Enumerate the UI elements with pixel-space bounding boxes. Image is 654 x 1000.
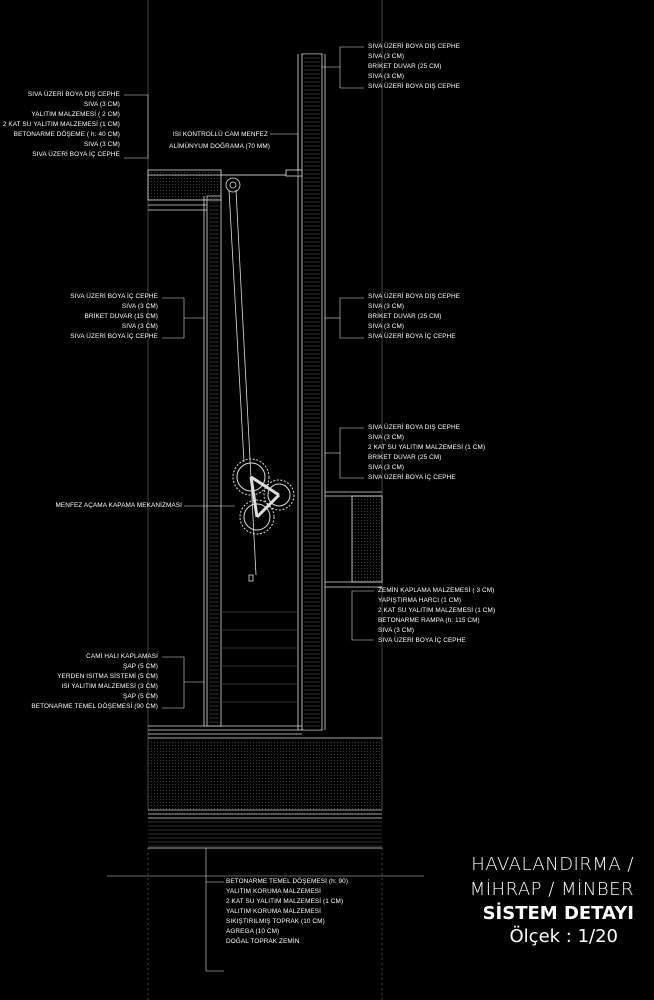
title-line-1: HAVALANDIRMA / xyxy=(471,854,634,875)
label-text: ALİMÜNYUM DOĞRAMA (70 MM) xyxy=(169,143,270,150)
label-text: 2 KAT SU YALITIM MALZEMESİ (1 CM) xyxy=(378,607,496,614)
label-text: SIVA ÜZERİ BOYA İÇ CEPHE xyxy=(70,293,158,300)
label-text: SIVA ÜZERİ BOYA İÇ CEPHE xyxy=(70,333,158,340)
label-text: SIVA (3 CM) xyxy=(83,101,120,108)
label-text: SIVA ÜZERİ BOYA İÇ CEPHE xyxy=(378,637,466,644)
label-text: BETONARME RAMPA (h: 115 CM) xyxy=(378,617,480,624)
label-text: YERDEN ISITMA SİSTEMİ (5 CM) xyxy=(57,673,158,680)
label-text: ŞAP (5 CM) xyxy=(123,663,158,670)
label-text: SIVA ÜZERİ BOYA İÇ CEPHE xyxy=(32,151,120,158)
label-text: SIVA (3 CM) xyxy=(378,627,415,634)
label-text: SIVA (3 CM) xyxy=(368,464,405,471)
label-text: SIVA (3 CM) xyxy=(368,434,405,441)
label-text: YALITIM MALZEMESİ ( 2 CM) xyxy=(31,111,120,118)
label-text: YAPIŞTIRMA HARCI (1 CM) xyxy=(378,597,462,604)
gear-icon xyxy=(233,459,294,534)
label-text: SIVA (3 CM) xyxy=(121,303,158,310)
label-text: 2 KAT SU YALITIM MALZEMESİ (1 CM) xyxy=(226,898,344,905)
ramp xyxy=(325,492,382,587)
label-text: 2 KAT SU YALITIM MALZEMESİ (1 CM) xyxy=(2,121,120,128)
label-text: BETONARME DÖŞEME ( h: 40 CM) xyxy=(13,131,120,138)
floor-strokes xyxy=(221,612,298,702)
label-text: SIVA (3 CM) xyxy=(368,73,405,80)
label-text: CAMİ HALI KAPLAMASI xyxy=(86,653,158,660)
label-text: BETONARME TEMEL DÖŞEMESİ (90 CM) xyxy=(31,703,158,710)
label-text: BRİKET DUVAR (25 CM) xyxy=(368,63,442,70)
label-text: BRİKET DUVAR (15 CM) xyxy=(84,313,158,320)
label-text: AGREGA (10 CM) xyxy=(226,928,280,935)
label-text: ISI YALITIM MALZEMESİ (3 CM) xyxy=(61,683,158,690)
label-text: BRİKET DUVAR (25 CM) xyxy=(368,454,442,461)
label-text: ZEMİN KAPLAMA MALZEMESİ ( 3 CM) xyxy=(378,587,495,594)
label-text: YALITIM KORUMA MALZEMESİ xyxy=(226,888,321,895)
label-text: YALITIM KORUMA MALZEMESİ xyxy=(226,908,321,915)
label-text: SIVA (3 CM) xyxy=(368,323,405,330)
label-text: BETONARME TEMEL DÖŞEMESİ (h: 90) xyxy=(226,878,349,885)
left-wall xyxy=(204,196,221,726)
label-text: SIVA (3 CM) xyxy=(368,53,405,60)
label-text: BRİKET DUVAR (25 CM) xyxy=(368,313,442,320)
label-text: SIVA ÜZERİ BOYA DIŞ CEPHE xyxy=(368,83,461,90)
label-text: DOĞAL TOPRAK ZEMİN xyxy=(226,938,300,945)
label-text: SIVA ÜZERİ BOYA DIŞ CEPHE xyxy=(368,293,461,300)
title-line-2: MİHRAP / MİNBER xyxy=(469,879,634,900)
label-text: SIVA ÜZERİ BOYA İÇ CEPHE xyxy=(368,333,456,340)
mechanism xyxy=(226,178,256,581)
label-text: SIVA (3 CM) xyxy=(121,323,158,330)
label-text: ISI KONTROLLÜ CAM MENFEZ xyxy=(172,131,268,138)
label-text: SIVA (3 CM) xyxy=(368,303,405,310)
title-line-3: SİSTEM DETAYI xyxy=(482,903,634,924)
scale-text: Ölçek : 1/20 xyxy=(509,926,618,947)
label-text: SIVA ÜZERİ BOYA DIŞ CEPHE xyxy=(368,43,461,50)
label-text: SIVA ÜZERİ BOYA DIŞ CEPHE xyxy=(27,91,120,98)
label-text: SIVA (3 CM) xyxy=(83,141,120,148)
label-text: ŞAP (5 CM) xyxy=(123,693,158,700)
right-wall xyxy=(298,54,325,730)
foundation xyxy=(148,726,382,848)
mechanism-label: MENFEZ AÇAMA KAPAMA MEKANİZMASI xyxy=(55,502,182,509)
label-text: SIVA ÜZERİ BOYA İÇ CEPHE xyxy=(368,474,456,481)
label-text: SIVA ÜZERİ BOYA DIŞ CEPHE xyxy=(368,424,461,431)
roof-slab xyxy=(148,170,302,210)
label-text: 2 KAT SU YALITIM MALZEMESİ (1 CM) xyxy=(368,444,486,451)
label-text: SIKIŞTIRILMIŞ TOPRAK (10 CM) xyxy=(226,918,325,925)
